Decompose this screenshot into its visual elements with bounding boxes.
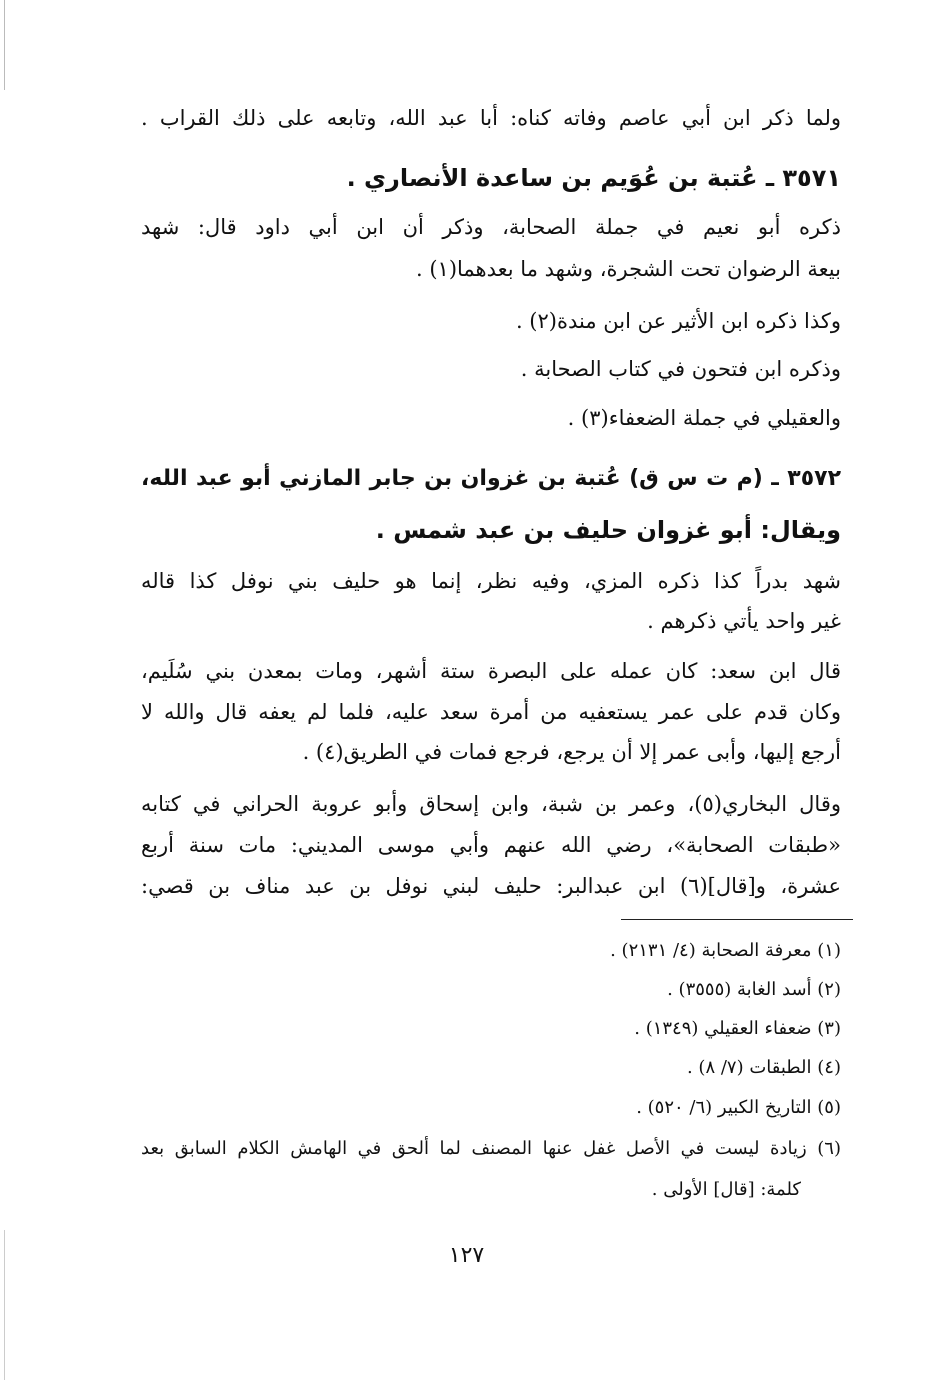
footnote-5: (٥) التاريخ الكبير (٦/ ٥٢٠) . [636,1097,841,1118]
text-line: قال ابن سعد: كان عمله على البصرة ستة أشهر، ومات بمعدن بني سُلَيم، [141,659,841,683]
entry-heading-3572: ٣٥٧٢ ـ (م ت س ق) عُتبة بن غزوان بن جابر المازني أبو عبد الله، [141,466,841,491]
text-line: وقال البخاري(٥)، وعمر بن شبة، وابن إسحاق وأبو عروبة الحراني في كتابه [141,792,841,816]
entry-heading-3572-continued: ويقال: أبو غزوان حليف بن عبد شمس . [375,516,841,544]
footnote-6-continued: كلمة: [قال] الأولى . [651,1179,801,1200]
footnote-1: (١) معرفة الصحابة (٤/ ٢١٣١) . [610,940,841,961]
text-line: «طبقات الصحابة»، رضي الله عنهم وأبي موسى المديني: مات سنة أربع [141,833,841,857]
text-line: وكذا ذكره ابن الأثير عن ابن مندة(٢) . [515,309,841,333]
text-line: شهد بدراً كذا ذكره المزي، وفيه نظر، إنما هو حليف بني نوفل كذا قاله [141,569,841,593]
footnote-6: (٦) زيادة ليست في الأصل غفل عنها المصنف لما ألحق في الهامش الكلام السابق بعد [141,1138,841,1159]
text-line: وذكره ابن فتحون في كتاب الصحابة . [520,357,841,381]
text-line: بيعة الرضوان تحت الشجرة، وشهد ما بعدهما(١) . [415,257,841,281]
page-number: ١٢٧ [448,1243,485,1268]
text-line: عشرة، و[قال](٦) ابن عبدالبر: حليف لبني نوفل بن عبد مناف بن قصي: [141,874,841,898]
footnote-3: (٣) ضعفاء العقيلي (١٣٤٩) . [634,1018,841,1039]
text-line: ذكره أبو نعيم في جملة الصحابة، وذكر أن ابن أبي داود قال: شهد [141,215,841,239]
entry-heading-3571: ٣٥٧١ ـ عُتبة بن عُوَيم بن ساعدة الأنصاري . [346,164,841,192]
footnote-4: (٤) الطبقات (٧/ ٨) . [686,1057,841,1078]
scan-edge-mark [4,0,5,90]
text-line: وكان قدم على عمر يستعفيه من أمرة سعد عليه، فلما لم يعفه قال والله لا [141,700,841,724]
footnote-2: (٢) أسد الغابة (٣٥٥٥) . [667,979,841,1000]
text-line: أرجع إليها، وأبى عمر إلا أن يرجع، فرجع فمات في الطريق(٤) . [302,740,841,764]
text-line: ولما ذكر ابن أبي عاصم وفاته كناه: أبا عبد الله، وتابعه على ذلك القراب . [141,106,841,130]
footnote-separator [621,919,853,920]
text-line: والعقيلي في جملة الضعفاء(٣) . [567,406,841,430]
text-line: غير واحد يأتي ذكرهم . [647,609,841,633]
